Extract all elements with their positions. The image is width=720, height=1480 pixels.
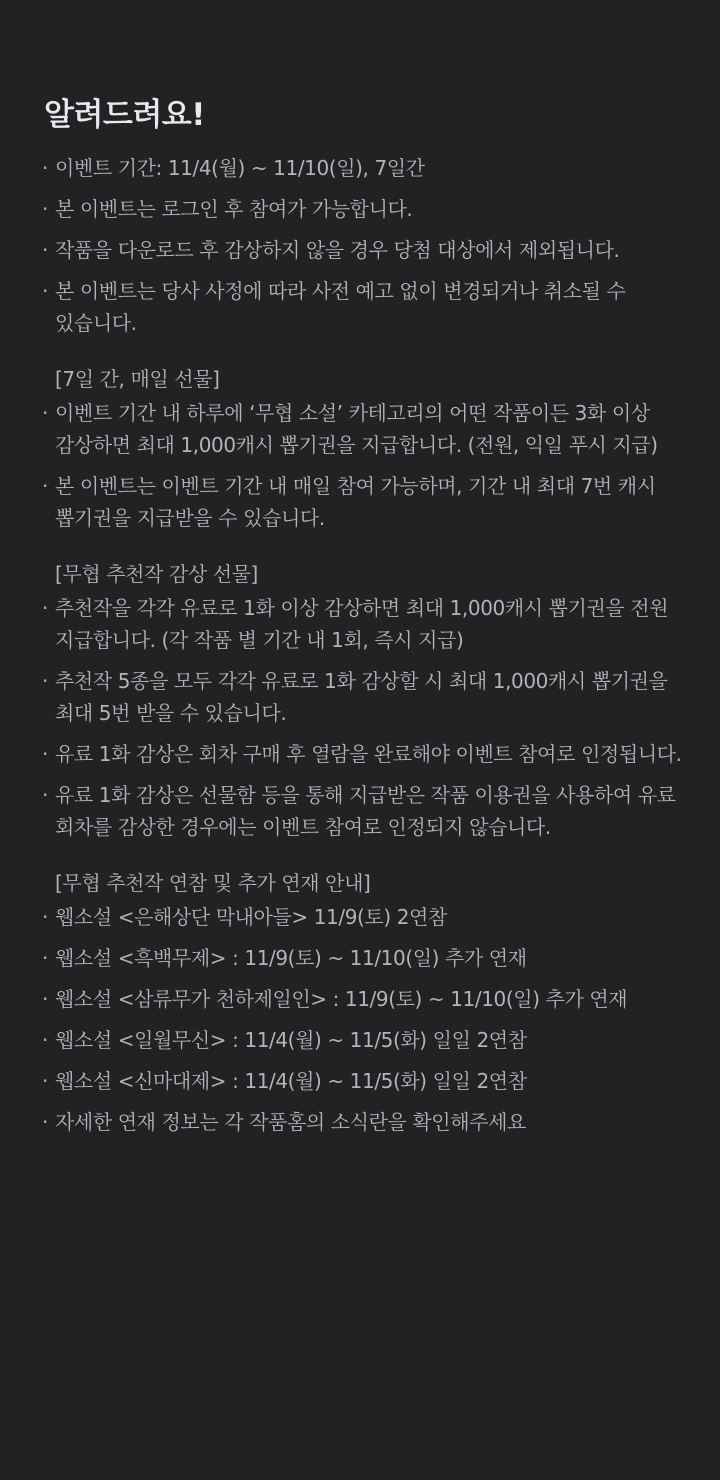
list-item: · 이벤트 기간: 11/4(월) ~ 11/10(일), 7일간: [44, 152, 684, 184]
list-item: · 작품을 다운로드 후 감상하지 않을 경우 당첨 대상에서 제외됩니다.: [44, 234, 684, 266]
list-item: · 본 이벤트는 로그인 후 참여가 가능합니다.: [44, 193, 684, 225]
list-item: · 웹소설 <은해상단 막내아들> 11/9(토) 2연참: [44, 901, 684, 933]
daily-gift-section: [44, 363, 684, 534]
recommended-gift-list: [44, 592, 684, 843]
list-item: · 웹소설 <일월무신> : 11/4(월) ~ 11/5(화) 일일 2연참: [44, 1024, 684, 1056]
list-item: · 웹소설 <신마대제> : 11/4(월) ~ 11/5(화) 일일 2연참: [44, 1065, 684, 1097]
serial-info-list: [44, 901, 684, 1138]
list-item: · 자세한 연재 정보는 각 작품홈의 소식란을 확인해주세요: [44, 1106, 684, 1138]
section-heading: [7일 간, 매일 선물]: [55, 367, 220, 391]
list-item: · 유료 1화 감상은 선물함 등을 통해 지급받은 작품 이용권을 사용하여 유료 회차를 감상한 경우에는 이벤트 참여로 인정되지 않습니다.: [44, 779, 684, 843]
recommended-gift-section: [44, 558, 684, 843]
general-notice-list: [44, 152, 684, 339]
list-item: · 웹소설 <삼류무가 천하제일인> : 11/9(토) ~ 11/10(일) 추가 연재: [44, 983, 684, 1015]
list-item: · 추천작을 각각 유료로 1화 이상 감상하면 최대 1,000캐시 뽑기권을 전원 지급합니다. (각 작품 별 기간 내 1회, 즉시 지급): [44, 592, 684, 656]
list-item: · 이벤트 기간 내 하루에 ‘무협 소설’ 카테고리의 어떤 작품이든 3화 이상 감상하면 최대 1,000캐시 뽑기권을 지급합니다. (전원, 익일 푸시 지급): [44, 397, 684, 461]
section-heading: [무협 추천작 연참 및 추가 연재 안내]: [55, 871, 371, 895]
serial-info-section: [44, 867, 684, 1138]
list-item: · 추천작 5종을 모두 각각 유료로 1화 감상할 시 최대 1,000캐시 뽑기권을 최대 5번 받을 수 있습니다.: [44, 665, 684, 729]
list-item: · 웹소설 <흑백무제> : 11/9(토) ~ 11/10(일) 추가 연재: [44, 942, 684, 974]
list-item: · 본 이벤트는 당사 사정에 따라 사전 예고 없이 변경되거나 취소될 수 있습니다.: [44, 275, 684, 339]
daily-gift-list: [44, 397, 684, 534]
list-item: · 본 이벤트는 이벤트 기간 내 매일 참여 가능하며, 기간 내 최대 7번 캐시 뽑기권을 지급받을 수 있습니다.: [44, 470, 684, 534]
notice-title: 알려드려요!: [44, 97, 205, 133]
section-heading: [무협 추천작 감상 선물]: [55, 562, 258, 586]
general-notice-section: [44, 152, 684, 339]
list-item: · 유료 1화 감상은 회차 구매 후 열람을 완료해야 이벤트 참여로 인정됩니다.: [44, 738, 684, 770]
